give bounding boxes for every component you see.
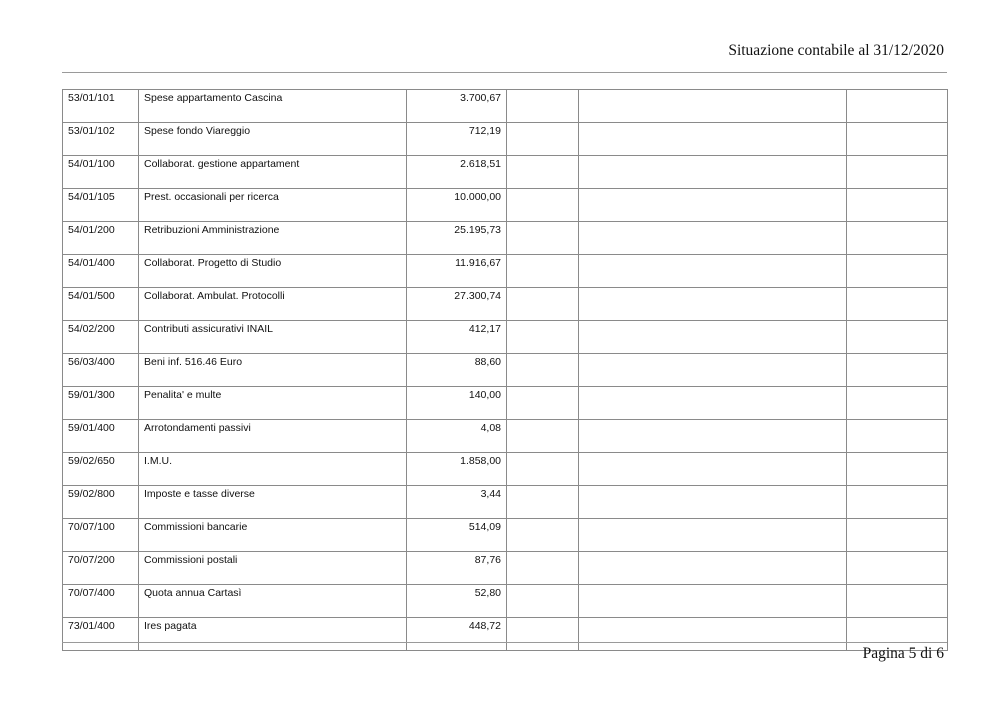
empty-cell (847, 123, 948, 156)
empty-cell (579, 453, 847, 486)
table-row (63, 618, 948, 651)
account-code: 70/07/400 (63, 585, 139, 618)
table-row (63, 222, 948, 255)
table-row (63, 321, 948, 354)
empty-cell (847, 552, 948, 585)
account-description: Imposte e tasse diverse (139, 486, 407, 519)
account-code: 54/01/100 (63, 156, 139, 189)
account-amount: 52,80 (407, 585, 507, 618)
empty-cell (579, 486, 847, 519)
empty-cell (579, 618, 847, 651)
empty-cell (507, 420, 579, 453)
empty-cell (847, 255, 948, 288)
empty-cell (847, 288, 948, 321)
account-amount: 448,72 (407, 618, 507, 651)
account-amount: 25.195,73 (407, 222, 507, 255)
ledger-body (63, 90, 948, 651)
empty-cell (507, 354, 579, 387)
account-code: 56/03/400 (63, 354, 139, 387)
empty-cell (847, 453, 948, 486)
account-code: 59/02/800 (63, 486, 139, 519)
account-amount: 712,19 (407, 123, 507, 156)
empty-cell (847, 189, 948, 222)
account-description: Ires pagata (139, 618, 407, 651)
empty-cell (847, 585, 948, 618)
empty-cell (579, 354, 847, 387)
account-description: Quota annua Cartasì (139, 585, 407, 618)
table-row (63, 123, 948, 156)
account-description: Commissioni bancarie (139, 519, 407, 552)
empty-cell (847, 420, 948, 453)
account-amount: 4,08 (407, 420, 507, 453)
empty-cell (507, 189, 579, 222)
account-description: Spese appartamento Cascina (139, 90, 407, 123)
table-row (63, 255, 948, 288)
account-description: Prest. occasionali per ricerca (139, 189, 407, 222)
account-description: Retribuzioni Amministrazione (139, 222, 407, 255)
account-code: 54/01/400 (63, 255, 139, 288)
account-amount: 140,00 (407, 387, 507, 420)
account-code: 54/01/500 (63, 288, 139, 321)
ledger-table (62, 89, 948, 651)
account-description: Collaborat. Ambulat. Protocolli (139, 288, 407, 321)
empty-cell (507, 222, 579, 255)
empty-cell (847, 222, 948, 255)
table-row (63, 486, 948, 519)
account-amount: 1.858,00 (407, 453, 507, 486)
account-code: 59/01/400 (63, 420, 139, 453)
account-code: 54/01/105 (63, 189, 139, 222)
account-description: Commissioni postali (139, 552, 407, 585)
table-row (63, 189, 948, 222)
empty-cell (507, 486, 579, 519)
empty-cell (579, 387, 847, 420)
table-row (63, 156, 948, 189)
account-code: 54/02/200 (63, 321, 139, 354)
account-amount: 27.300,74 (407, 288, 507, 321)
account-description: Contributi assicurativi INAIL (139, 321, 407, 354)
table-row (63, 519, 948, 552)
page-number: Pagina 5 di 6 (862, 645, 944, 662)
empty-cell (847, 486, 948, 519)
account-code: 59/01/300 (63, 387, 139, 420)
account-amount: 87,76 (407, 552, 507, 585)
table-row (63, 552, 948, 585)
empty-cell (579, 288, 847, 321)
empty-cell (507, 585, 579, 618)
empty-cell (579, 156, 847, 189)
empty-cell (507, 453, 579, 486)
empty-cell (579, 552, 847, 585)
empty-cell (507, 387, 579, 420)
empty-cell (507, 618, 579, 651)
empty-cell (579, 321, 847, 354)
empty-cell (579, 519, 847, 552)
empty-cell (507, 519, 579, 552)
account-amount: 10.000,00 (407, 189, 507, 222)
empty-cell (507, 123, 579, 156)
account-code: 54/01/200 (63, 222, 139, 255)
empty-cell (847, 387, 948, 420)
page-title: Situazione contabile al 31/12/2020 (728, 42, 944, 59)
empty-cell (507, 321, 579, 354)
account-amount: 412,17 (407, 321, 507, 354)
account-code: 73/01/400 (63, 618, 139, 651)
account-description: Collaborat. gestione appartament (139, 156, 407, 189)
account-description: I.M.U. (139, 453, 407, 486)
account-code: 53/01/101 (63, 90, 139, 123)
table-row (63, 387, 948, 420)
account-description: Penalita' e multe (139, 387, 407, 420)
table-row (63, 354, 948, 387)
empty-cell (507, 90, 579, 123)
empty-cell (579, 420, 847, 453)
account-description: Beni inf. 516.46 Euro (139, 354, 407, 387)
empty-cell (579, 222, 847, 255)
empty-cell (847, 519, 948, 552)
empty-cell (579, 255, 847, 288)
empty-cell (847, 156, 948, 189)
empty-cell (847, 354, 948, 387)
empty-cell (507, 288, 579, 321)
table-row (63, 585, 948, 618)
empty-cell (579, 90, 847, 123)
empty-cell (579, 585, 847, 618)
empty-cell (579, 189, 847, 222)
account-description: Collaborat. Progetto di Studio (139, 255, 407, 288)
table-row (63, 90, 948, 123)
account-amount: 3.700,67 (407, 90, 507, 123)
header-divider (62, 72, 947, 73)
footer-divider (62, 642, 947, 643)
empty-cell (507, 255, 579, 288)
table-row (63, 453, 948, 486)
account-amount: 11.916,67 (407, 255, 507, 288)
empty-cell (847, 90, 948, 123)
account-amount: 2.618,51 (407, 156, 507, 189)
account-amount: 88,60 (407, 354, 507, 387)
table-row (63, 420, 948, 453)
empty-cell (579, 123, 847, 156)
account-code: 70/07/100 (63, 519, 139, 552)
empty-cell (507, 552, 579, 585)
account-amount: 3,44 (407, 486, 507, 519)
empty-cell (847, 321, 948, 354)
account-description: Arrotondamenti passivi (139, 420, 407, 453)
empty-cell (507, 156, 579, 189)
table-row (63, 288, 948, 321)
account-code: 53/01/102 (63, 123, 139, 156)
account-description: Spese fondo Viareggio (139, 123, 407, 156)
account-code: 59/02/650 (63, 453, 139, 486)
account-code: 70/07/200 (63, 552, 139, 585)
account-amount: 514,09 (407, 519, 507, 552)
